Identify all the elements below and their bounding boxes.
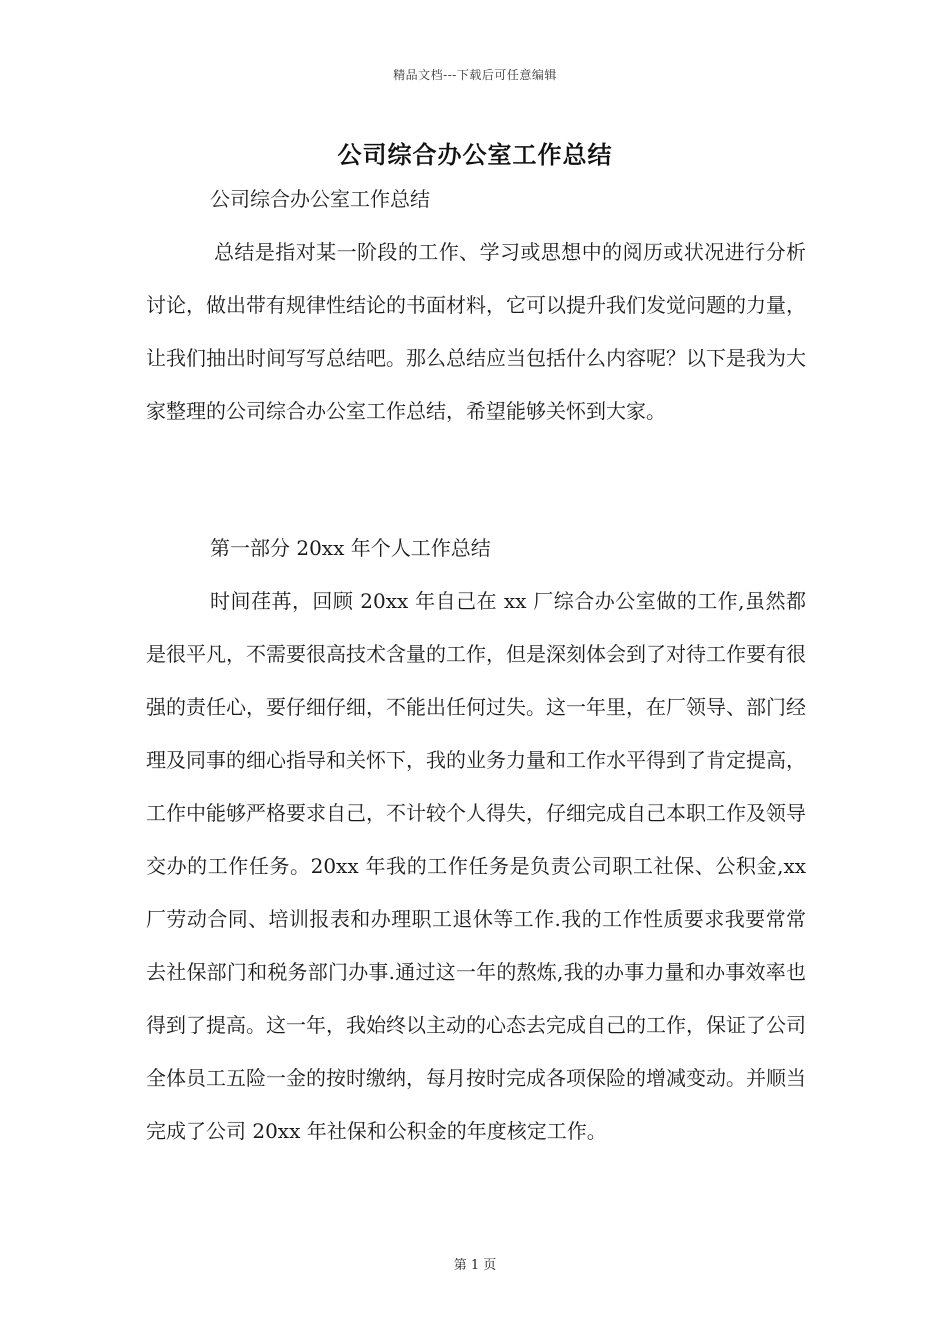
intro-paragraph: 总结是指对某一阶段的工作、学习或思想中的阅历或状况进行分析讨论，做出带有规律性结论的书面材料，它可以提升我们发觉问题的力量，让我们抽出时间写写总结吧。那么总结应当包括什么内容呢？以下是我为大家整理的公司综合办公室工作总结，希望能够关怀到大家。 bbox=[146, 240, 806, 423]
section-paragraph: 时间荏苒，回顾 20xx 年自己在 xx 厂综合办公室做的工作,虽然都是很平凡，不需要很高技术含量的工作，但是深刻体会到了对待工作要有很强的责任心，要仔细仔细，不能出任何过失。这一年里，在厂领导、部门经理及同事的细心指导和关怀下，我的业务力量和工作水平得到了肯定提高，工作中能够严格要求自己，不计较个人得失，仔细完成自己本职工作及领导交办的工作任务。20xx 年我的工作任务是负责公司职工社保、公积金,xx 厂劳动合同、培训报表和办理职工退休等工作.我的工作性质要求我要常常去社保部门和税务部门办事.通过这一年的熬炼,我的办事力量和办事效率也得到了提高。这一年，我始终以主动的心态去完成自己的工作，保证了公司全体员工五险一金的按时缴纳，每月按时完成各项保险的增减变动。并顺当完成了公司 20xx 年社保和公积金的年度核定工作。 bbox=[146, 589, 806, 1143]
header-note: 精品文档---下载后可任意编辑 bbox=[393, 68, 557, 82]
section-heading: 第一部分 20xx 年个人工作总结 bbox=[210, 536, 491, 560]
page-number: 第 1 页 bbox=[453, 1258, 497, 1273]
document-title: 公司综合办公室工作总结 bbox=[337, 140, 613, 169]
subtitle: 公司综合办公室工作总结 bbox=[210, 187, 430, 211]
